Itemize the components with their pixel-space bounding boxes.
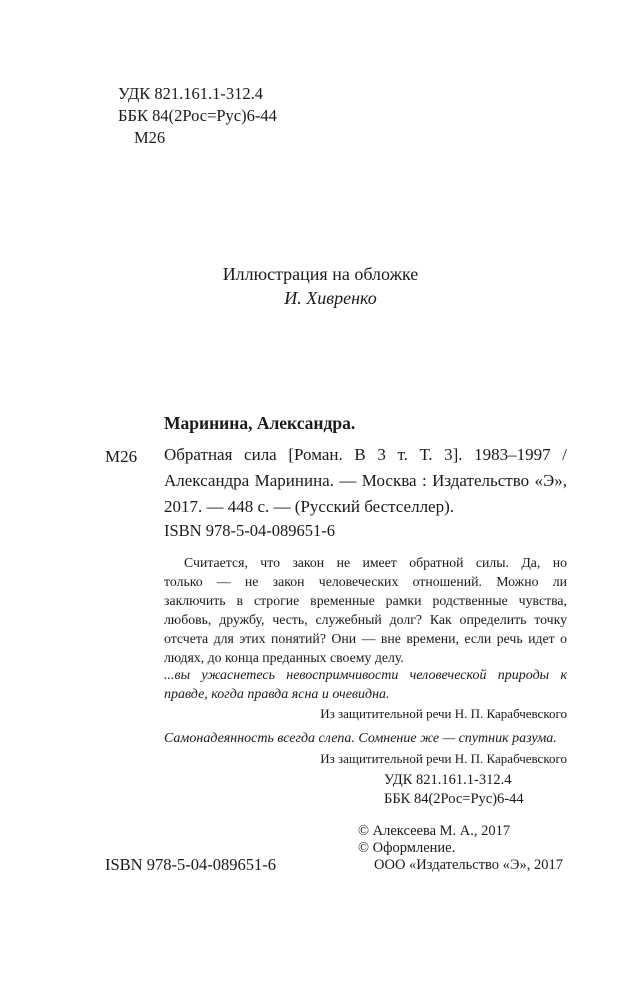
record-isbn: ISBN 978-5-04-089651-6: [164, 521, 335, 540]
illustration-artist: И. Хивренко: [284, 288, 377, 308]
udk-code: УДК 821.161.1-312.4: [384, 772, 512, 788]
bib-line: 2017. — 448 с. — (Русский бестселлер).: [164, 497, 455, 516]
quote-line: правде, когда правда ясна и очевидна.: [164, 687, 390, 702]
epigraph-quote-2: Самонадеянность всегда слепа. Сомнение же — спутник разума.: [164, 731, 557, 746]
annotation: [164, 553, 567, 667]
udk-code: УДК 821.161.1-312.4: [118, 84, 264, 103]
annotation-line: любовь, дружбу, честь, служебный долг? Как определить точку: [164, 612, 567, 627]
illustration-caption: Иллюстрация на обложке: [222, 264, 419, 284]
copyright-block: [358, 823, 563, 874]
bbk-code: ББК 84(2Рос=Рус)6-44: [384, 791, 524, 807]
illustration-credit: [0, 262, 641, 310]
annotation-line: отсчета для этих понятий? Они — вне времени, если речь идет о: [164, 631, 567, 646]
bottom-classification-codes: [384, 771, 524, 809]
bib-line: Обратная сила [Роман. В 3 т. Т. 3]. 1983–1997 /: [164, 445, 567, 464]
annotation-line: Считается, что закон не имеет обратной силы. Да, но: [184, 555, 567, 570]
epigraph-quote-1: [164, 666, 567, 704]
record-author: Маринина, Александра.: [164, 413, 356, 433]
record-mark: М26: [105, 447, 138, 466]
copyright-author: © Алексеева М. А., 2017: [358, 823, 511, 839]
quote-line: ...вы ужаснетесь невоспримчивости человеческой природы к: [164, 668, 567, 683]
bbk-code: ББК 84(2Рос=Рус)6-44: [118, 106, 277, 125]
classification-codes: [118, 83, 277, 149]
annotation-line: только — не закон человеческих отношений. Можно ли: [164, 574, 567, 589]
epigraph-source-2: Из защитительной речи Н. П. Карабчевского: [320, 751, 567, 766]
footer-isbn: ISBN 978-5-04-089651-6: [105, 855, 276, 874]
epigraph-source-1: Из защитительной речи Н. П. Карабчевского: [320, 706, 567, 721]
copyright-design: © Оформление.: [358, 840, 456, 856]
annotation-line: людях, до конца преданных своему делу.: [164, 650, 404, 665]
bibliographic-description: [164, 442, 567, 520]
annotation-line: заключить в строгие временные рамки родственные чувства,: [164, 593, 567, 608]
bib-line: Александра Маринина. — Москва : Издательство «Э»,: [164, 471, 567, 490]
copyright-publisher: ООО «Издательство «Э», 2017: [374, 857, 564, 873]
author-mark: М26: [134, 128, 166, 147]
